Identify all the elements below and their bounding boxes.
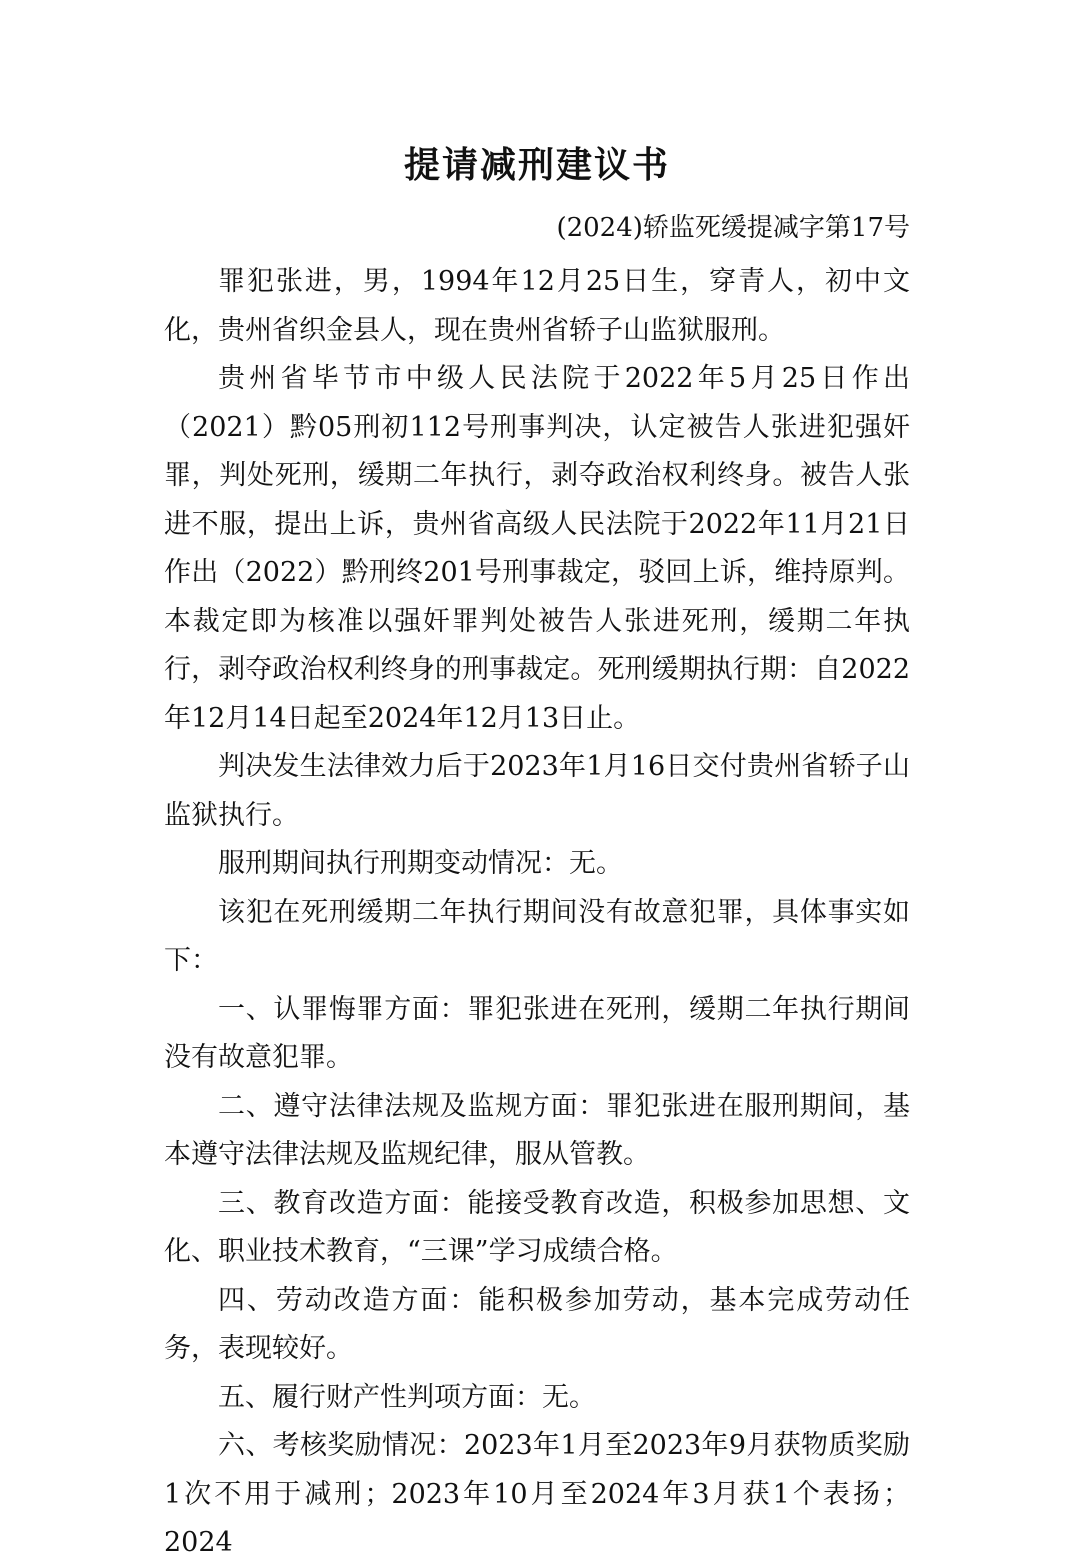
document-number: (2024)轿监死缓提减字第17号 <box>556 213 910 243</box>
paragraph-delivery: 判决发生法律效力后于2023年1月16日交付贵州省轿子山监狱执行。 <box>164 751 910 831</box>
document-title: 提请减刑建议书 <box>403 145 670 186</box>
paragraph-repentance: 一、认罪悔罪方面：罪犯张进在死刑，缓期二年执行期间没有故意犯罪。 <box>164 993 910 1073</box>
paragraph-facts-intro: 该犯在死刑缓期二年执行期间没有故意犯罪，具体事实如下： <box>164 896 910 976</box>
document-body <box>164 258 910 1568</box>
paragraph-sentence-changes: 服刑期间执行刑期变动情况：无。 <box>218 848 623 879</box>
paragraph-criminal-info: 罪犯张进，男，1994年12月25日生，穿青人，初中文化，贵州省织金县人，现在贵州省轿子山监狱服刑。 <box>164 266 910 346</box>
paragraph-law-compliance: 二、遵守法律法规及监规方面：罪犯张进在服刑期间，基本遵守法律法规及监规纪律，服从管教。 <box>164 1090 910 1170</box>
paragraph-rewards: 六、考核奖励情况：2023年1月至2023年9月获物质奖励1次不用于减刑；2023年10月至2024年3月获1个表扬；2024 <box>164 1430 910 1558</box>
paragraph-property: 五、履行财产性判项方面：无。 <box>218 1381 596 1413</box>
paragraph-education: 三、教育改造方面：能接受教育改造，积极参加思想、文化、职业技术教育，“三课”学习成绩合格。 <box>164 1187 910 1267</box>
paragraph-judgment: 贵州省毕节市中级人民法院于2022年5月25日作出（2021）黔05刑初112号刑事判决，认定被告人张进犯强奸罪，判处死刑，缓期二年执行，剥夺政治权利终身。被告人张进不服，提出上诉，贵州省高级人民法院于2022年11月21日作出（2022）黔刑终201号刑事裁定，驳回上诉，维持原判。本裁定即为核准以强奸罪判处被告人张进死刑，缓期二年执行，剥夺政治权利终身的刑事裁定。死刑缓期执行期：自2022年12月14日起至2024年12月13日止。 <box>164 363 910 734</box>
paragraph-labor: 四、劳动改造方面：能积极参加劳动，基本完成劳动任务，表现较好。 <box>164 1284 910 1364</box>
